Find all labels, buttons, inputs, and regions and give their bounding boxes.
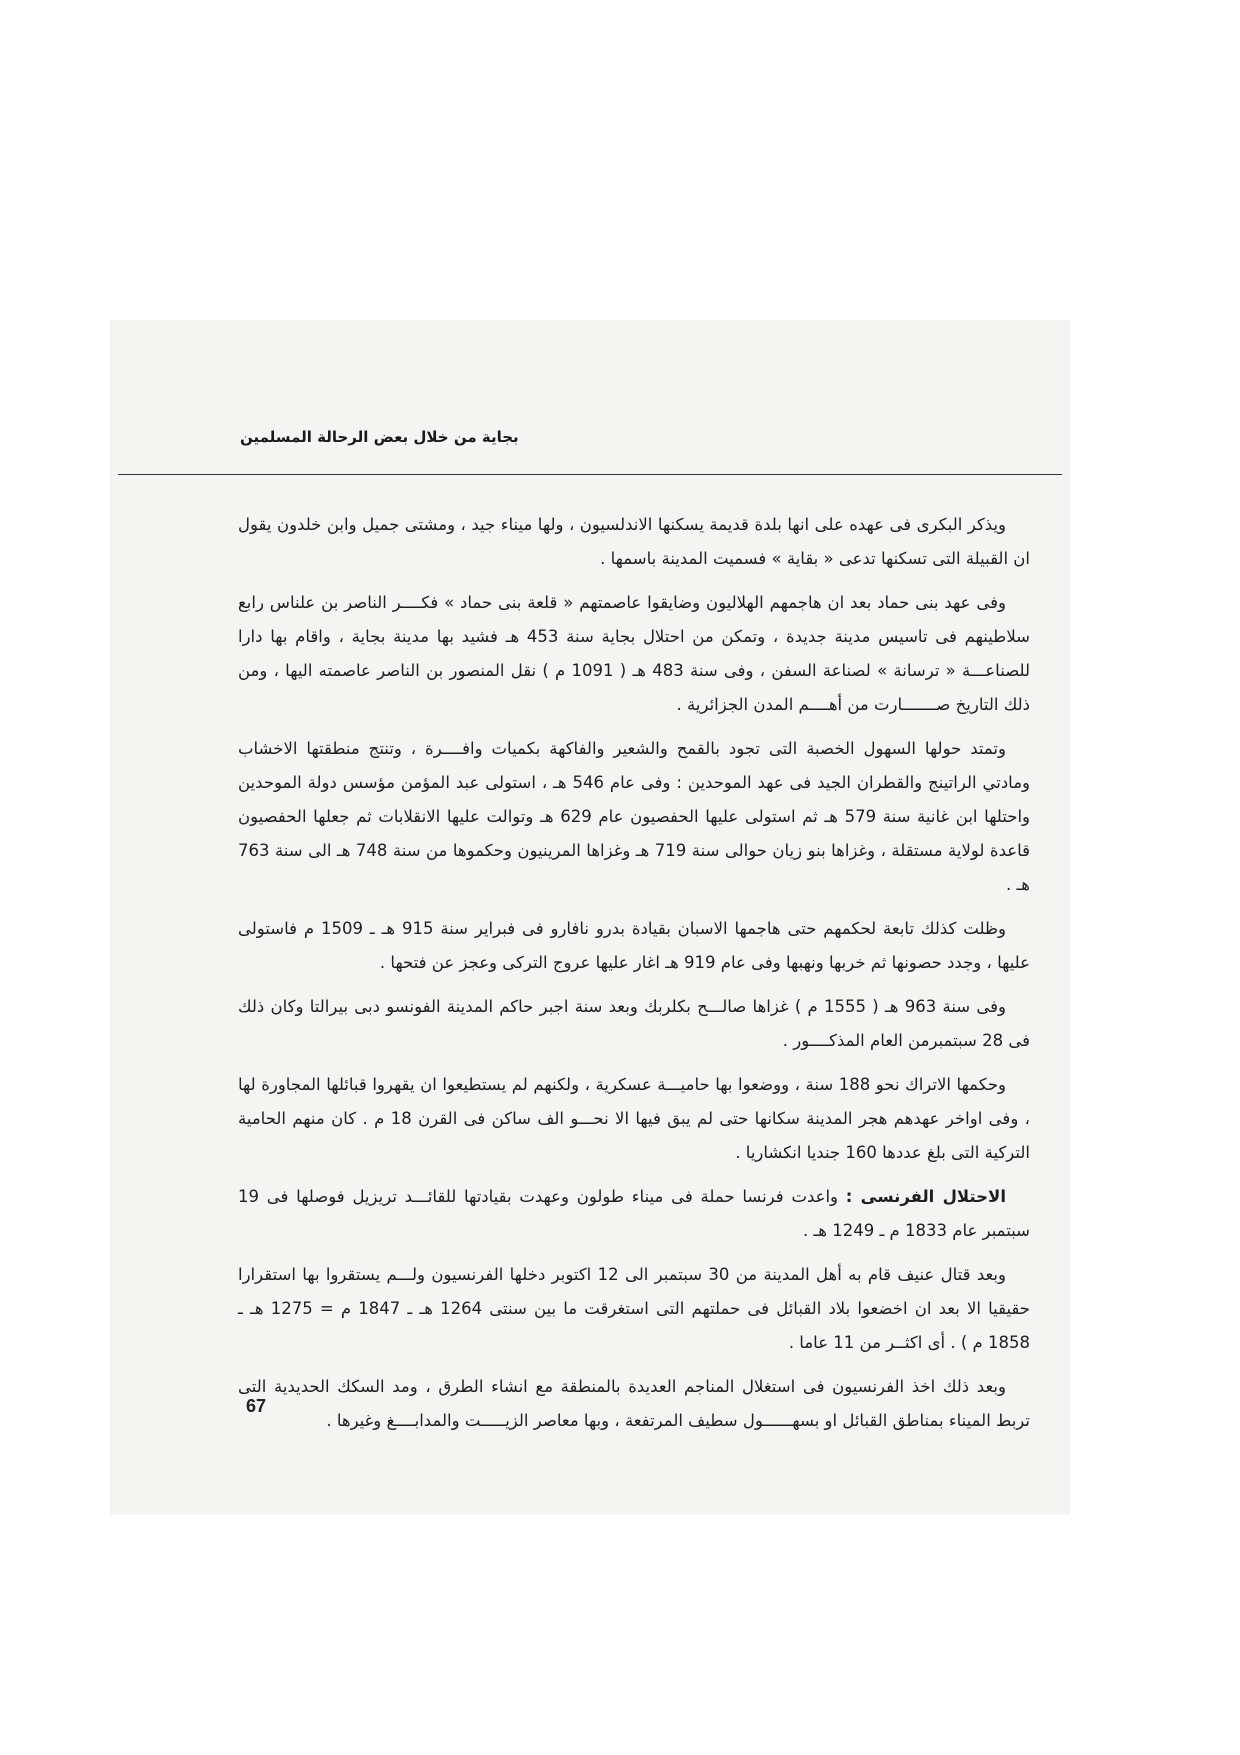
paragraph-text: وبعد ذلك اخذ الفرنسيون فى استغلال المناجم العديدة بالمنطقة مع انشاء الطرق ، ومد السكك الحديدية التى تربط الميناء بمناطق القبائل او بسهــــــول سطيف المرتفعة ، وبها معاصر الزيـــــت والمدابــــغ وغيرها . (238, 1377, 1030, 1430)
paragraph-text: وحكمها الاتراك نحو 188 سنة ، ووضعوا بها حاميـــة عسكرية ، ولكنهم لم يستطيعوا ان يقهروا قبائلها المجاورة لها ، وفى اواخر عهدهم هجر المدينة سكانها حتى لم يبق فيها الا نحـــو الف ساكن فى القرن 18 م . كان منهم الحامية التركية التى بلغ عددها 160 جنديا انكشاريا . (238, 1075, 1030, 1162)
page-number: 67 (246, 1396, 267, 1416)
paragraph (238, 1180, 1030, 1248)
paragraph (238, 586, 1030, 722)
paragraph-text: واعدت فرنسا حملة فى ميناء طولون وعهدت بقيادتها للقائـــد تريزيل فوصلها فى 19 سبتمبر عام 1833 م ـ 1249 هـ . (238, 1187, 1030, 1240)
paragraph (238, 1258, 1030, 1360)
section-heading: الاحتلال الفرنسى : (845, 1187, 1006, 1206)
paragraph-text: وبعد قتال عنيف قام به أهل المدينة من 30 سبتمبر الى 12 اكتوبر دخلها الفرنسيون ولـــم يستقروا بها استقرارا حقيقيا الا بعد ان اخضعوا بلاد القبائل فى حملتهم التى استغرقت ما بين سنتى 1264 هـ ـ 1847 م = 1275 هـ ـ 1858 م ) . أى اكثــر من 11 عاما . (238, 1265, 1030, 1352)
paragraph-text: وتمتد حولها السهول الخصبة التى تجود بالقمح والشعير والفاكهة بكميات وافــــرة ، وتنتج منطقتها الاخشاب ومادتي الراتينج والقطران الجيد فى عهد الموحدين : وفى عام 546 هـ ، استولى عبد المؤمن مؤسس دولة الموحدين واحتلها ابن غانية سنة 579 هـ ثم استولى عليها الحفصيون عام 629 هـ وتوالت عليها الانقلابات ثم جعلها الحفصيون قاعدة لولاية مستقلة ، وغزاها بنو زيان حوالى سنة 719 هـ وغزاها المرينيون وحكموها من سنة 748 هـ الى سنة 763 هـ . (238, 739, 1030, 894)
paragraph-text: وظلت كذلك تابعة لحكمهم حتى هاجمها الاسبان بقيادة بدرو نافارو فى فبراير سنة 915 هـ ـ 1509 م فاستولى عليها ، وجدد حصونها ثم خربها ونهبها وفى عام 919 هـ اغار عليها عروج التركى وعجز عن فتحها . (238, 919, 1030, 972)
paragraph (238, 1370, 1030, 1438)
paragraph (238, 732, 1030, 902)
paragraph (238, 990, 1030, 1058)
paragraph (238, 508, 1030, 576)
header-rule (118, 474, 1062, 475)
running-title: بجاية من خلال بعض الرحالة المسلمين (240, 428, 519, 446)
paragraph (238, 1068, 1030, 1170)
paragraph-text: وفى سنة 963 هـ ( 1555 م ) غزاها صالـــح بكلربك وبعد سنة اجبر حاكم المدينة الفونسو دبى بيرالتا وكان ذلك فى 28 سبتمبرمن العام المذكــــور . (238, 997, 1030, 1050)
paragraph (238, 912, 1030, 980)
body-text (238, 508, 1030, 1448)
paragraph-text: ويذكر البكرى فى عهده على انها بلدة قديمة يسكنها الاندلسيون ، ولها ميناء جيد ، ومشتى جميل وابن خلدون يقول ان القبيلة التى تسكنها تدعى « بقاية » فسميت المدينة باسمها . (238, 515, 1030, 568)
paragraph-text: وفى عهد بنى حماد بعد ان هاجمهم الهلاليون وضايقوا عاصمتهم « قلعة بنى حماد » فكــــر الناصر بن علناس رابع سلاطينهم فى تاسيس مدينة جديدة ، وتمكن من احتلال بجاية سنة 453 هـ فشيد بها مدينة بجاية ، واقام بها دارا للصناعـــة « ترسانة » لصناعة السفن ، وفى سنة 483 هـ ( 1091 م ) نقل المنصور بن الناصر عاصمته اليها ، ومن ذلك التاريخ صـــــــارت من أهــــم المدن الجزائرية . (238, 593, 1030, 714)
